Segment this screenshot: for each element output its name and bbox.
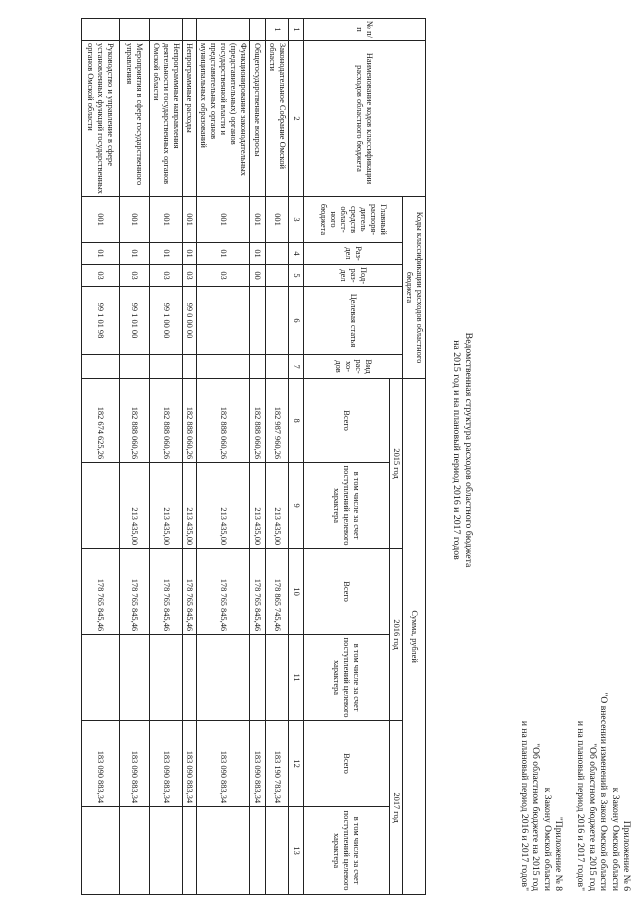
row-targeted-2017-cell — [197, 807, 250, 895]
header-total-2016: Всего — [304, 549, 390, 635]
header-targeted-2015: в том числе за счет поступлений целевого характера — [304, 463, 390, 549]
row-admin-code-cell: 001 — [250, 197, 266, 243]
row-total-2015-cell: 182 888 060,26 — [250, 379, 266, 463]
header-total-2017: Всего — [304, 721, 390, 807]
row-subsection-code-cell: 03 — [82, 265, 120, 287]
row-targeted-2015-cell — [82, 463, 120, 549]
row-targeted-2017-cell — [120, 807, 150, 895]
header-year-2017: 2017 год — [390, 721, 403, 895]
row-targeted-2016-cell — [197, 635, 250, 721]
header-targeted-2016: в том числе за счет поступлений целевого характера — [304, 635, 390, 721]
appendix-current-header — [575, 693, 632, 891]
row-total-2017-cell: 183 090 883,34 — [197, 721, 250, 807]
column-index: 11 — [289, 635, 304, 721]
row-section-code-cell: 01 — [197, 243, 250, 265]
header-sum-group: Сумма, рублей — [403, 379, 426, 895]
column-index: 7 — [289, 355, 304, 379]
title-line-2: на 2015 год и на плановый период 2016 и 2017 годов — [451, 340, 462, 560]
expenditure-table — [81, 18, 426, 895]
row-targeted-2015-cell: 213 435,00 — [197, 463, 250, 549]
row-total-2015-cell: 182 987 960,26 — [266, 379, 289, 463]
column-index: 3 — [289, 197, 304, 243]
row-total-2016-cell: 178 765 845,46 — [250, 549, 266, 635]
column-index: 1 — [289, 19, 304, 41]
appendix-line: и на плановый период 2016 и 2017 годов" — [575, 720, 587, 891]
header-num: № п/п — [304, 19, 426, 41]
row-targeted-2015-cell: 213 435,00 — [120, 463, 150, 549]
row-target-code-cell: 99 1 01 98 — [82, 287, 120, 355]
row-targeted-2017-cell — [150, 807, 183, 895]
column-index: 2 — [289, 41, 304, 197]
row-kind-code-cell — [82, 355, 120, 379]
row-name-cell: Непрограммные направления деятельности государственных органов Омской области — [150, 41, 183, 197]
appendix-line: и на плановый период 2016 и 2017 годов" — [518, 720, 530, 891]
appendix-line: Приложение № 6 — [621, 820, 632, 891]
row-name-cell: Непрограммные расходы — [183, 41, 197, 197]
row-targeted-2016-cell — [120, 635, 150, 721]
row-targeted-2017-cell — [250, 807, 266, 895]
row-targeted-2015-cell: 213 435,00 — [250, 463, 266, 549]
header-kind: Вид рас-хо-дов — [304, 355, 403, 379]
row-section-code-cell — [266, 243, 289, 265]
row-number-cell — [82, 19, 120, 41]
row-section-code-cell: 01 — [82, 243, 120, 265]
row-targeted-2016-cell — [250, 635, 266, 721]
table-row — [250, 19, 266, 895]
row-target-code-cell: 99 1 00 00 — [150, 287, 183, 355]
column-index: 8 — [289, 379, 304, 463]
row-total-2016-cell: 178 765 845,46 — [150, 549, 183, 635]
table-row — [266, 19, 289, 895]
row-subsection-code-cell: 00 — [250, 265, 266, 287]
row-total-2017-cell: 183 090 883,34 — [120, 721, 150, 807]
row-number-cell — [120, 19, 150, 41]
row-target-code-cell — [266, 287, 289, 355]
column-index: 13 — [289, 807, 304, 895]
column-index-row — [289, 19, 304, 895]
row-total-2016-cell: 178 765 845,46 — [120, 549, 150, 635]
row-kind-code-cell — [266, 355, 289, 379]
row-targeted-2017-cell — [82, 807, 120, 895]
header-year-2016: 2016 год — [390, 549, 403, 721]
row-total-2016-cell: 178 765 845,46 — [183, 549, 197, 635]
column-index: 4 — [289, 243, 304, 265]
row-admin-code-cell: 001 — [150, 197, 183, 243]
row-subsection-code-cell: 03 — [150, 265, 183, 287]
row-subsection-code-cell: 03 — [183, 265, 197, 287]
header-targeted-2017: в том числе за счет поступлений целевого характера — [304, 807, 390, 895]
row-target-code-cell — [250, 287, 266, 355]
row-total-2017-cell: 183 090 883,34 — [150, 721, 183, 807]
row-number-cell — [183, 19, 197, 41]
column-index: 6 — [289, 287, 304, 355]
expenditure-table-container — [81, 18, 426, 894]
table-body — [82, 19, 289, 895]
title-line-1: Ведомственная структура расходов областного бюджета — [463, 332, 474, 568]
row-admin-code-cell: 001 — [266, 197, 289, 243]
appendix-line: "О внесении изменений в Закон Омской области — [598, 692, 610, 891]
row-total-2015-cell: 182 888 060,26 — [120, 379, 150, 463]
row-target-code-cell: 99 0 00 00 — [183, 287, 197, 355]
row-section-code-cell: 01 — [120, 243, 150, 265]
row-total-2016-cell: 178 765 845,46 — [82, 549, 120, 635]
row-subsection-code-cell — [266, 265, 289, 287]
header-year-2015: 2015 год — [390, 379, 403, 549]
appendix-line: к Закону Омской области — [541, 787, 553, 891]
row-total-2015-cell: 182 888 060,26 — [197, 379, 250, 463]
row-total-2015-cell: 182 888 060,26 — [150, 379, 183, 463]
header-codes-group: Коды классификации расходов областного бюджета — [403, 197, 426, 379]
table-row — [183, 19, 197, 895]
table-row — [197, 19, 250, 895]
row-targeted-2017-cell — [183, 807, 197, 895]
row-number-cell — [250, 19, 266, 41]
row-target-code-cell — [197, 287, 250, 355]
row-kind-code-cell — [120, 355, 150, 379]
column-index: 12 — [289, 721, 304, 807]
row-total-2017-cell: 183 190 783,34 — [266, 721, 289, 807]
row-number-cell — [197, 19, 250, 41]
row-subsection-code-cell: 03 — [197, 265, 250, 287]
row-targeted-2016-cell — [82, 635, 120, 721]
appendix-line: "Об областном бюджете на 2015 год — [586, 743, 598, 891]
row-name-cell: Мероприятия в сфере государственного управления — [120, 41, 150, 197]
row-name-cell: Руководство и управление в сфере установленных функций государственных органов Омской области — [82, 41, 120, 197]
header-name: Наименование кодов классификации расходов областного бюджета — [304, 41, 426, 197]
row-kind-code-cell — [250, 355, 266, 379]
row-total-2015-cell: 182 674 625,26 — [82, 379, 120, 463]
column-index: 9 — [289, 463, 304, 549]
row-total-2016-cell: 178 865 745,46 — [266, 549, 289, 635]
row-total-2017-cell: 183 090 883,34 — [183, 721, 197, 807]
row-admin-code-cell: 001 — [82, 197, 120, 243]
table-row — [150, 19, 183, 895]
row-admin-code-cell: 001 — [197, 197, 250, 243]
row-total-2017-cell: 183 090 883,34 — [82, 721, 120, 807]
row-name-cell: Функционирование законодательных (представительных) органов государственной власти и представительных органов муниципальных образований — [197, 41, 250, 197]
appendix-line: "Приложение № 8 — [553, 816, 564, 891]
row-targeted-2015-cell: 213 435,00 — [183, 463, 197, 549]
row-section-code-cell: 01 — [250, 243, 266, 265]
header-total-2015: Всего — [304, 379, 390, 463]
row-kind-code-cell — [183, 355, 197, 379]
row-kind-code-cell — [197, 355, 250, 379]
row-targeted-2016-cell — [150, 635, 183, 721]
row-targeted-2016-cell — [183, 635, 197, 721]
appendix-original-header — [518, 721, 564, 891]
header-admin: Главный распоря-дитель средств област-ного бюджета — [304, 197, 403, 243]
row-number-cell — [150, 19, 183, 41]
row-name-cell: Общегосударственные вопросы — [250, 41, 266, 197]
row-target-code-cell: 99 1 01 00 — [120, 287, 150, 355]
row-subsection-code-cell: 03 — [120, 265, 150, 287]
row-section-code-cell: 01 — [150, 243, 183, 265]
row-kind-code-cell — [150, 355, 183, 379]
row-targeted-2015-cell: 213 435,00 — [266, 463, 289, 549]
row-total-2015-cell: 182 888 060,26 — [183, 379, 197, 463]
row-total-2017-cell: 183 090 883,34 — [250, 721, 266, 807]
row-targeted-2016-cell — [266, 635, 289, 721]
header-section: Раз-дел — [304, 243, 403, 265]
row-targeted-2015-cell: 213 435,00 — [150, 463, 183, 549]
column-index: 10 — [289, 549, 304, 635]
row-number-cell: 1 — [266, 19, 289, 41]
header-subsection: Под-раз-дел — [304, 265, 403, 287]
row-section-code-cell: 01 — [183, 243, 197, 265]
table-row — [82, 19, 120, 895]
row-name-cell: Законодательное Собрание Омской области — [266, 41, 289, 197]
column-index: 5 — [289, 265, 304, 287]
appendix-line: "Об областном бюджете на 2015 год — [530, 743, 542, 891]
header-target: Целевая статья — [304, 287, 403, 355]
row-targeted-2017-cell — [266, 807, 289, 895]
row-total-2016-cell: 178 765 845,46 — [197, 549, 250, 635]
row-admin-code-cell: 001 — [183, 197, 197, 243]
document-title — [450, 150, 474, 750]
table-row — [120, 19, 150, 895]
row-admin-code-cell: 001 — [120, 197, 150, 243]
appendix-line: к Закону Омской области — [609, 787, 621, 891]
